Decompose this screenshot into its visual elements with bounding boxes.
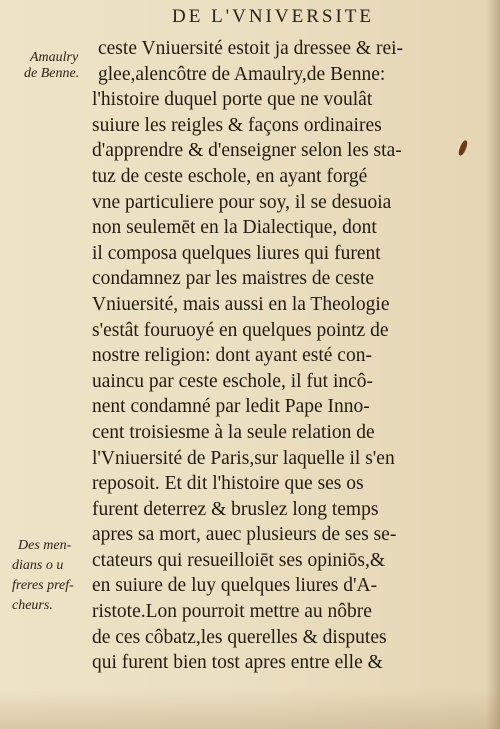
- text-line: reposoit. Et dit l'histoire que ses os: [92, 473, 364, 495]
- text-line: Vniuersité, mais aussi en la Theologie: [92, 293, 390, 315]
- text-line: nostre religion: dont ayant esté con-: [92, 345, 372, 367]
- text-line: glee,alencôtre de Amaulry,de Benne:: [98, 63, 386, 85]
- page-bottom-shadow: [0, 689, 500, 729]
- text-line: vne particuliere pour soy, il se desuoia: [92, 191, 392, 213]
- page-edge-shadow: [486, 0, 500, 729]
- text-line: condamnez par les maistres de ceste: [92, 268, 375, 290]
- text-line: suiure les reigles & façons ordinaires: [92, 114, 382, 136]
- running-head: DE L'VNIVERSITE: [172, 6, 374, 27]
- margin-note-line: Amaulry: [30, 50, 79, 65]
- margin-note-line: de Benne.: [24, 66, 80, 81]
- text-line: nent condamné par ledit Pape Inno-: [92, 396, 370, 418]
- margin-note-amaulry: [24, 50, 80, 82]
- text-line: ceste Vniuersité estoit ja dressee & rei-: [98, 38, 404, 59]
- text-line: s'estât fouruoyé en quelques pointz de: [92, 319, 389, 341]
- text-line: d'apprendre & d'enseigner selon les sta-: [92, 140, 402, 162]
- margin-note-line: freres pref-: [12, 578, 74, 593]
- margin-note-line: dians o u: [12, 558, 64, 573]
- body-text: [92, 36, 472, 676]
- text-line: cent troisiesme à la seule relation de: [92, 421, 375, 443]
- text-line: apres sa mort, auec plusieurs de ses se-: [92, 524, 397, 546]
- text-line: l'Vniuersité de Paris,sur laquelle il s'en: [92, 447, 395, 469]
- text-line: non seulemēt en la Dialectique, dont: [92, 217, 377, 239]
- text-line: de ces côbatz,les querelles & disputes: [92, 626, 387, 648]
- margin-note-line: Des men-: [18, 538, 72, 553]
- text-line: uaincu par ceste eschole, il fut incô-: [92, 370, 374, 392]
- text-line: en suiure de luy quelques liures d'A-: [92, 575, 378, 597]
- text-line: qui furent bien tost apres entre elle &: [92, 652, 383, 674]
- text-line: ristote.Lon pourroit mettre au nôbre: [92, 601, 372, 623]
- text-line: l'histoire duquel porte que ne voulât: [92, 89, 373, 111]
- text-line: ctateurs qui resueilloiēt ses opiniōs,&: [92, 549, 385, 571]
- text-line: tuz de ceste eschole, en ayant forgé: [92, 165, 368, 187]
- margin-note-line: cheurs.: [12, 598, 53, 613]
- text-line: il composa quelques liures qui furent: [92, 242, 381, 264]
- text-line: furent deterrez & bruslez long temps: [92, 498, 379, 520]
- margin-note-mendiants: [12, 536, 74, 616]
